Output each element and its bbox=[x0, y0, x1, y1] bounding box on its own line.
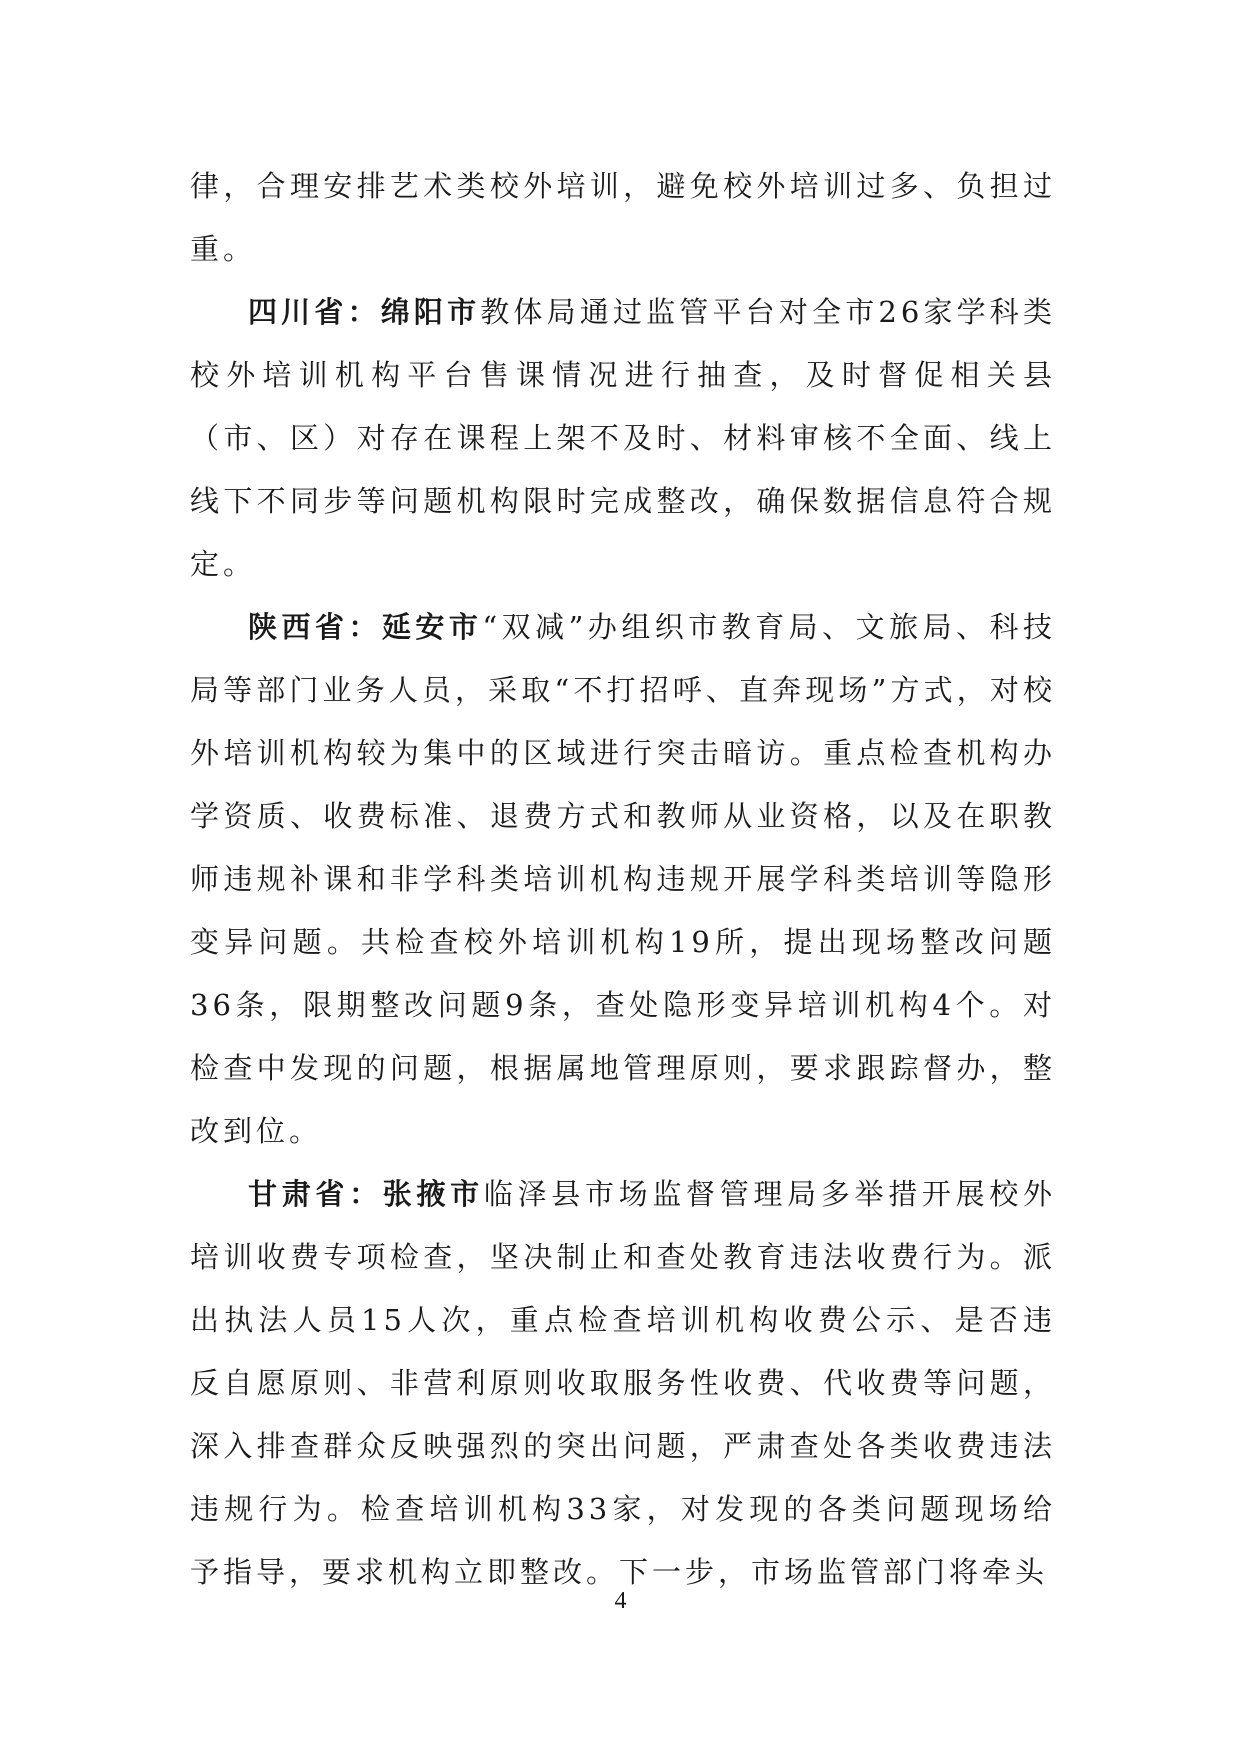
paragraph-body: 临泽县市场监督管理局多举措开展校外培训收费专项检查，坚决制止和查处教育违法收费行为。派出执法人员15人次，重点检查培训机构收费公示、是否违反自愿原则、非营利原则收取服务性收费、代收费等问题，深入排查群众反映强烈的突出问题，严肃查处各类收费违法违规行为。检查培训机构33家，对发现的各类问题现场给予指导，要求机构立即整改。下一步，市场监管部门将牵头 bbox=[190, 1177, 1056, 1589]
page-number: 4 bbox=[614, 1588, 627, 1614]
paragraph-shaanxi bbox=[190, 596, 1056, 1163]
paragraph-gansu bbox=[190, 1163, 1056, 1604]
paragraph-body: “双减”办组织市教育局、文旅局、科技局等部门业务人员，采取“不打招呼、直奔现场”方式，对校外培训机构较为集中的区域进行突击暗访。重点检查机构办学资质、收费标准、退费方式和教师从业资格，以及在职教师违规补课和非学科类培训机构违规开展学科类培训等隐形变异问题。共检查校外培训机构19所，提出现场整改问题36条，限期整改问题9条，查处隐形变异培训机构4个。对检查中发现的问题，根据属地管理原则，要求跟踪督办，整改到位。 bbox=[190, 610, 1056, 1148]
province-label: 陕西省： bbox=[248, 610, 382, 644]
province-label: 甘肃省： bbox=[248, 1177, 383, 1211]
paragraph-body: 教体局通过监管平台对全市26家学科类校外培训机构平台售课情况进行抽查，及时督促相关县（市、区）对存在课程上架不及时、材料审核不全面、线上线下不同步等问题机构限时完成整改，确保数据信息符合规定。 bbox=[190, 295, 1056, 581]
paragraph-sichuan bbox=[190, 281, 1056, 596]
document-body bbox=[190, 155, 1056, 1604]
city-label: 延安市 bbox=[381, 610, 483, 644]
continuation-paragraph: 律，合理安排艺术类校外培训，避免校外培训过多、负担过重。 bbox=[190, 169, 1056, 266]
province-label: 四川省： bbox=[248, 295, 381, 329]
city-label: 绵阳市 bbox=[380, 295, 481, 329]
city-label: 张掖市 bbox=[382, 1177, 484, 1211]
